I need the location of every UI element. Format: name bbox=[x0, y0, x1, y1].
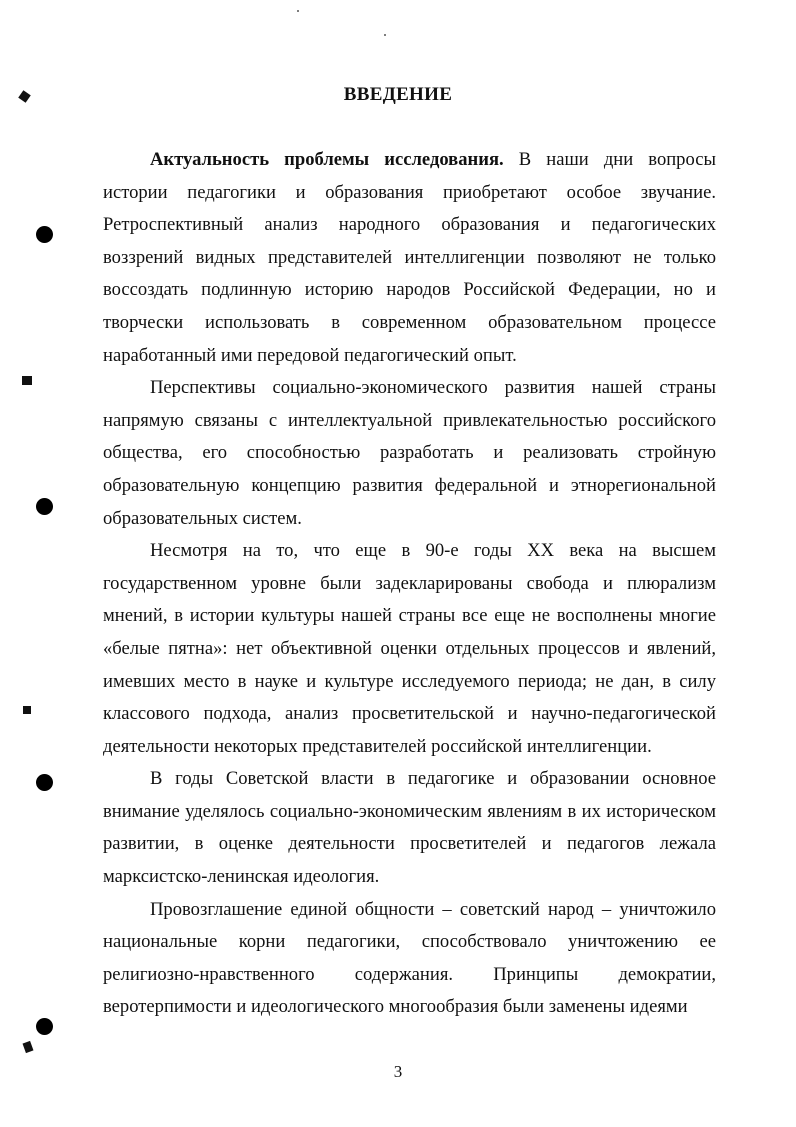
paragraph-text: Провозглашение единой общности – советский народ – уничтожило национальные корни педагогики, способствовало уничтожению ее религиозно-нравственного содержания. Принципы демократии, веротерпимости и идеологического многообразия были заменены идеями bbox=[103, 898, 716, 1018]
punch-hole bbox=[36, 226, 53, 243]
punch-hole bbox=[36, 774, 53, 791]
paragraph-lead: Актуальность проблемы исследования. bbox=[150, 149, 504, 170]
punch-hole bbox=[36, 498, 53, 515]
paragraph-text: В годы Советской власти в педагогике и образовании основное внимание уделялось социально-экономическим явлениям в их историческом развитии, в оценке деятельности просветителей и педагогов лежала марксистско-ленинская идеология. bbox=[103, 768, 716, 888]
paragraph bbox=[103, 894, 716, 1024]
paragraph-text: В наши дни вопросы истории педагогики и образования приобретают особое звучание. Ретроспективный анализ народного образования и педагогических воззрений видных представителей интеллигенции позволяют не только воссоздать подлинную историю народов Российской Федерации, но и творчески использовать в современном образовательном процессе наработанный ими передовой педагогический опыт. bbox=[103, 149, 716, 366]
paragraph-text: Перспективы социально-экономического развития нашей страны напрямую связаны с интеллектуальной привлекательностью российского общества, его способностью разработать и реализовать стройную образовательную концепцию развития федеральной и этнорегиональной образовательных систем. bbox=[103, 377, 716, 529]
scan-speck bbox=[297, 10, 299, 12]
paragraph-text: Несмотря на то, что еще в 90-е годы XX века на высшем государственном уровне были задекларированы свобода и плюрализм мнений, в истории культуры нашей страны все еще не восполнены многие «белые пятна»: нет объективной оценки отдельных процессов и явлений, имевших место в науке и культуре исследуемого периода; не дан, в силу классового подхода, анализ просветительской и научно-педагогической деятельности некоторых представителей российской интеллигенции. bbox=[103, 540, 716, 757]
scan-mark bbox=[23, 1041, 34, 1053]
paragraph bbox=[103, 144, 716, 372]
paragraph bbox=[103, 372, 716, 535]
paragraph bbox=[103, 535, 716, 763]
document-body bbox=[103, 144, 716, 1024]
paragraph bbox=[103, 763, 716, 893]
punch-hole bbox=[36, 1018, 53, 1035]
page-number: 3 bbox=[393, 1062, 403, 1081]
scan-mark bbox=[22, 376, 32, 385]
page-title: ВВЕДЕНИЕ bbox=[343, 84, 453, 105]
scan-mark bbox=[23, 706, 31, 714]
scan-speck bbox=[384, 34, 386, 36]
